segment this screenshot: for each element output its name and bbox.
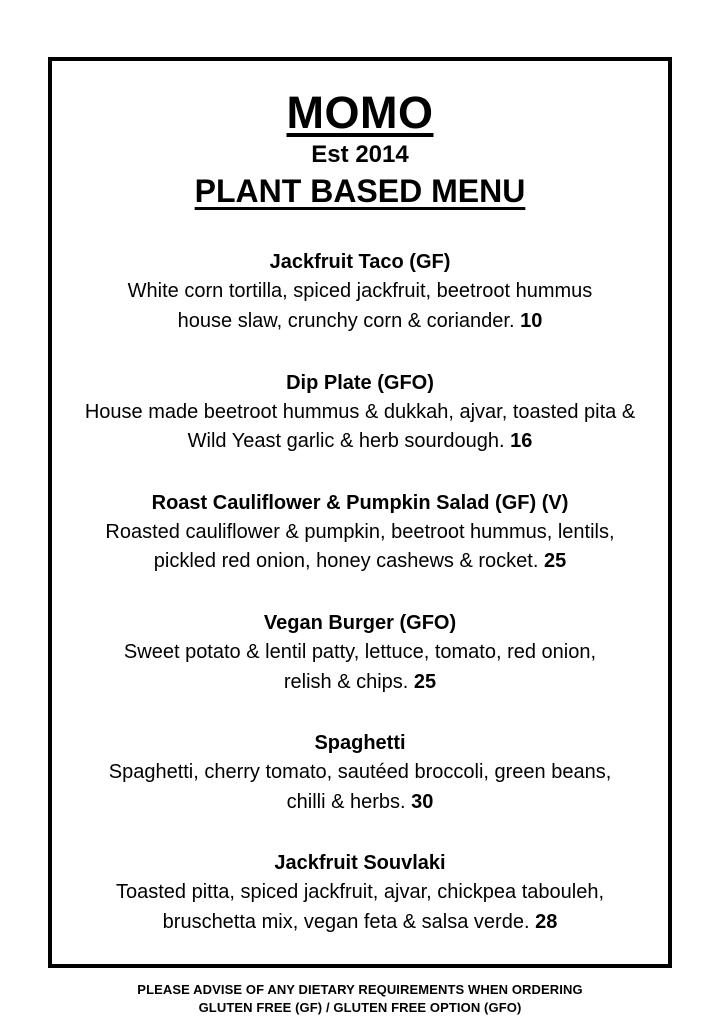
item-description-line bbox=[76, 308, 644, 336]
item-description-text: Wild Yeast garlic & herb sourdough. bbox=[187, 430, 505, 453]
item-description-text: house slaw, crunchy corn & coriander. bbox=[177, 310, 515, 333]
menu-subtitle: PLANT BASED MENU bbox=[194, 173, 526, 210]
item-description-line bbox=[76, 909, 644, 937]
menu-item bbox=[76, 610, 644, 696]
item-description-text: bruschetta mix, vegan feta & salsa verde. bbox=[162, 910, 530, 933]
menu-item bbox=[76, 370, 644, 456]
menu-item bbox=[76, 850, 644, 936]
item-description-text: pickled red onion, honey cashews & rocket. bbox=[153, 550, 539, 573]
item-name: Spaghetti bbox=[314, 732, 406, 755]
item-name: Dip Plate (GFO) bbox=[286, 371, 434, 394]
item-price: 25 bbox=[543, 550, 567, 573]
item-description-line: House made beetroot hummus & dukkah, ajvar, toasted pita & bbox=[84, 400, 636, 423]
footer-legend: GLUTEN FREE (GF) / GLUTEN FREE OPTION (GFO) bbox=[198, 1000, 522, 1016]
menu-content bbox=[52, 61, 668, 1016]
menu-footer bbox=[76, 981, 644, 1019]
item-description-line bbox=[76, 789, 644, 817]
item-description-line: Spaghetti, cherry tomato, sautéed broccoli, green beans, bbox=[108, 761, 612, 784]
item-price: 10 bbox=[520, 310, 543, 333]
item-description-line bbox=[76, 428, 644, 456]
item-price: 16 bbox=[510, 430, 533, 453]
item-price: 28 bbox=[535, 910, 558, 933]
established-year: Est 2014 bbox=[311, 141, 409, 169]
menu-item bbox=[76, 249, 644, 335]
item-description-text: relish & chips. bbox=[283, 670, 409, 693]
item-name: Roast Cauliflower & Pumpkin Salad (GF) (V) bbox=[151, 491, 569, 514]
item-description-text: chilli & herbs. bbox=[286, 790, 406, 813]
item-description-line bbox=[76, 669, 644, 697]
item-description-line: White corn tortilla, spiced jackfruit, beetroot hummus bbox=[127, 280, 593, 303]
footer-dietary-notice: PLEASE ADVISE OF ANY DIETARY REQUIREMENTS WHEN ORDERING bbox=[137, 981, 583, 997]
item-description-line: Toasted pitta, spiced jackfruit, ajvar, chickpea tabouleh, bbox=[115, 881, 605, 904]
menu-items-list bbox=[76, 249, 644, 936]
menu-item bbox=[76, 490, 644, 576]
menu-header bbox=[76, 89, 644, 209]
item-description-line: Sweet potato & lentil patty, lettuce, tomato, red onion, bbox=[123, 641, 597, 663]
item-name: Vegan Burger (GFO) bbox=[263, 612, 457, 634]
menu-item bbox=[76, 730, 644, 816]
item-price: 25 bbox=[413, 670, 437, 693]
item-name: Jackfruit Souvlaki bbox=[274, 852, 446, 875]
item-price: 30 bbox=[411, 790, 434, 813]
menu-border-frame bbox=[48, 57, 672, 1016]
restaurant-name: MOMO bbox=[286, 87, 434, 138]
item-name: Jackfruit Taco (GF) bbox=[269, 251, 451, 274]
item-description-line: Roasted cauliflower & pumpkin, beetroot hummus, lentils, bbox=[105, 520, 615, 543]
item-description-line bbox=[76, 548, 644, 576]
